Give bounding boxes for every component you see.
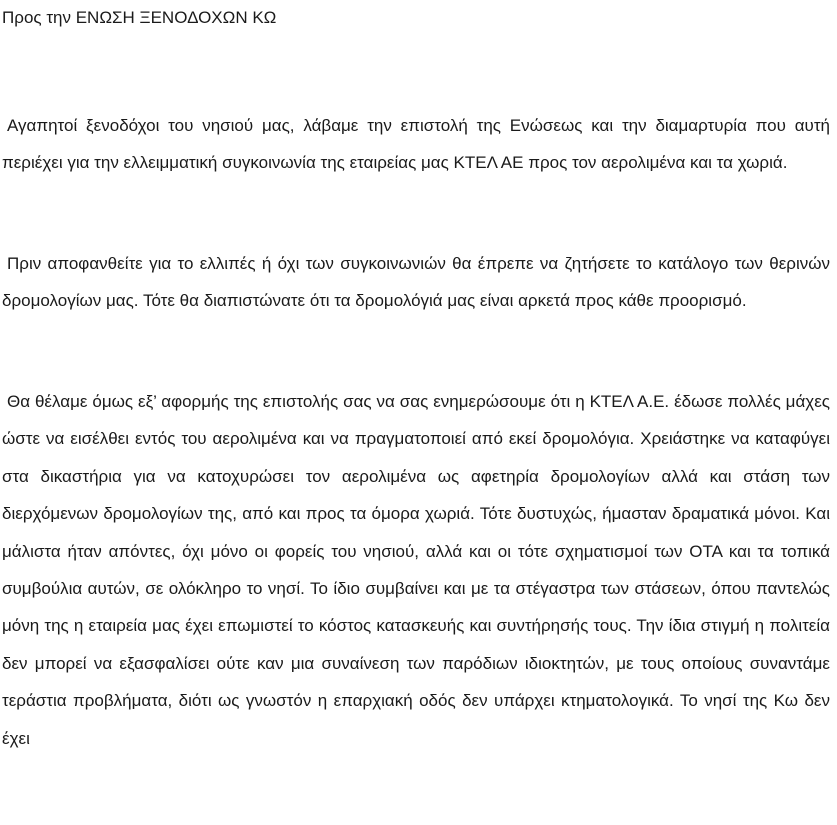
paragraph-schedules: Πριν αποφανθείτε για το ελλιπές ή όχι των συγκοινωνιών θα έπρεπε να ζητήσετε το κατάλογο των θερινών δρομολογίων μας. Τότε θα διαπιστώνατε ότι τα δρομολόγιά μας είναι αρκετά προς κάθε προορισμό. [2, 254, 830, 311]
letter-addressee: Προς την ΕΝΩΣΗ ΞΕΝΟΔΟΧΩΝ ΚΩ [2, 8, 277, 27]
paragraph-airport-history: Θα θέλαμε όμως εξ’ αφορμής της επιστολής σας να σας ενημερώσουμε ότι η ΚΤΕΛ Α.Ε. έδωσε πολλές μάχες ώστε να εισέλθει εντός του αερολιμένα και να πραγματοποιεί από εκεί δρομολόγια. Χρειάστηκε να καταφύγει στα δικαστήρια για να κατοχυρώσει τον αερολιμένα ως αφετηρία δρομολογίων αλλά και στάση των διερχόμενων δρομολογίων της, από και προς τα όμορα χωριά. Τότε δυστυχώς, ήμασταν δραματικά μόνοι. Και μάλιστα ήταν απόντες, όχι μόνο οι φορείς του νησιού, αλλά και οι τότε σχηματισμοί των ΟΤΑ και τα τοπικά συμβούλια αυτών, σε ολόκληρο το νησί. Το ίδιο συμβαίνει και με τα στέγαστρα των στάσεων, όπου παντελώς μόνη της η εταιρεία μας έχει επωμιστεί το κόστος κατασκευής και συντήρησής τους. Την ίδια στιγμή η πολιτεία δεν μπορεί να εξασφαλίσει ούτε καν μια συναίνεση των παρόδιων ιδιοκτητών, με τους οποίους συναντάμε τεράστια προβλήματα, διότι ως γνωστόν η επαρχιακή οδός δεν υπάρχει κτηματολογικά. Το νησί της Κω δεν έχει [2, 392, 830, 748]
paragraph-intro: Αγαπητοί ξενοδόχοι του νησιού μας, λάβαμε την επιστολή της Ενώσεως και την διαμαρτυρία που αυτή περιέχει για την ελλειμματική συγκοινωνία της εταιρείας μας ΚΤΕΛ ΑΕ προς τον αερολιμένα και τα χωριά. [2, 116, 830, 173]
